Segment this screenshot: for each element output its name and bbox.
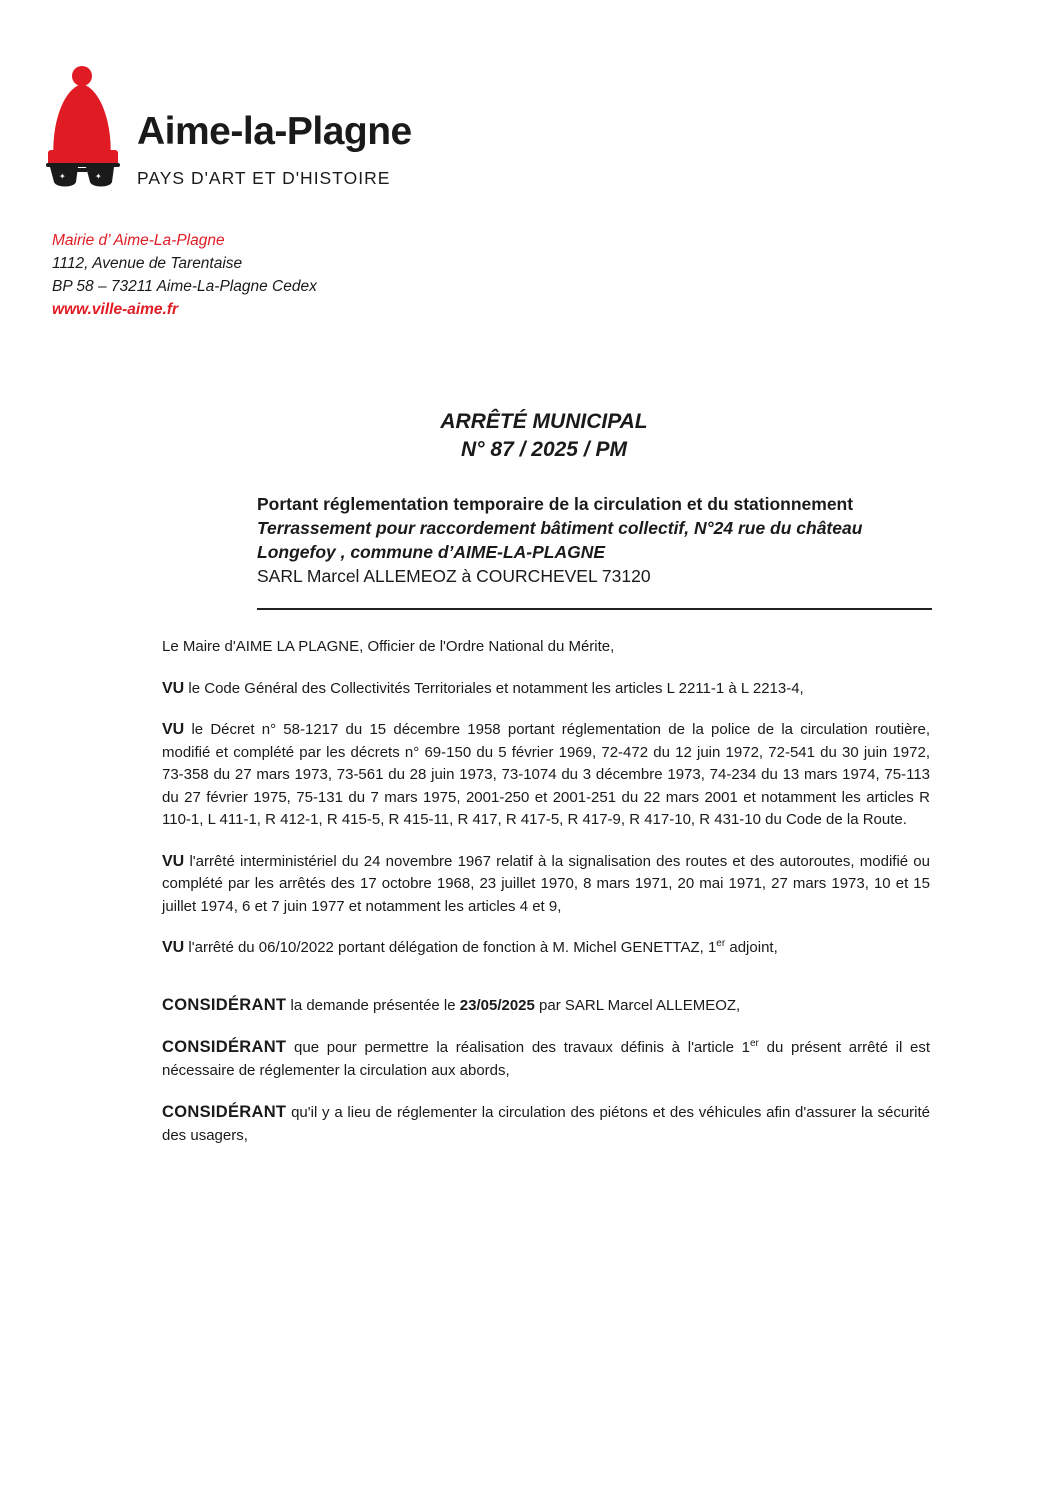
title-line-1: ARRÊTÉ MUNICIPAL	[440, 410, 648, 433]
address-name: Mairie d’ Aime-La-Plagne	[52, 232, 225, 249]
considerant-text-3: qu'il y a lieu de réglementer la circulation des piétons et des véhicules afin d'assurer la sécurité des usagers,	[162, 1104, 930, 1144]
considerant-superscript: er	[750, 1038, 759, 1049]
vu-superscript: er	[716, 938, 726, 949]
vu-text-2: le Décret n° 58-1217 du 15 décembre 1958 portant réglementation de la police de la circulation routière, modifié et complété par les décrets n° 69-150 du 5 février 1969, 72-472 du 12 juin 1972, 72-541 du 30 juin 1972, 73-358 du 27 mars 1973, 73-561 du 28 juin 1973, 73-1074 du 3 décembre 1973, 74-234 du 13 mars 1974, 75-113 du 27 février 1975, 75-131 du 7 mars 1975, 2001-250 et 2001-251 du 22 mars 2001 et notamment les articles R 110-1, L 411-1, R 412-1, R 415-5, R 415-11, R 417, R 417-5, R 417-9, R 417-10, R 431-10 du Code de la Route.	[162, 721, 930, 828]
considerant-date: 23/05/2025	[459, 996, 535, 1014]
ski-hat-logo-icon	[44, 64, 122, 196]
vu-text-4a: l'arrêté du 06/10/2022 portant délégation de fonction à M. Michel GENETTAZ, 1	[188, 939, 717, 956]
vu-text-3: l'arrêté interministériel du 24 novembre 1967 relatif à la signalisation des routes et des autoroutes, modifié ou complété par les arrêtés des 17 octobre 1968, 23 juillet 1970, 8 mars 1971, 20 mai 1971, 27 mars 1973, 10 et 15 juillet 1974, 6 et 7 juin 1977 et notamment les articles 4 et 9,	[162, 852, 930, 915]
address-postal: BP 58 – 73211 Aime-La-Plagne Cedex	[52, 278, 317, 295]
considerant-paragraph-3	[162, 1101, 930, 1147]
subject-line-3: SARL Marcel ALLEMEOZ à COURCHEVEL 73120	[257, 566, 651, 586]
vu-keyword: VU	[162, 721, 185, 738]
svg-text:✦: ✦	[95, 172, 102, 181]
subject-line-2: Terrassement pour raccordement bâtiment collectif, N°24 rue du château Longefoy , commune d’AIME-LA-PLAGNE	[257, 518, 863, 562]
vu-text-4b: adjoint,	[725, 939, 778, 956]
vu-paragraph-3	[162, 851, 930, 919]
vu-keyword: VU	[162, 939, 185, 956]
vu-paragraph-1	[162, 678, 930, 701]
considerant-text-2b: du présent arrêté il est nécessaire de réglementer la circulation aux abords,	[162, 1039, 931, 1079]
considerant-keyword: CONSIDÉRANT	[162, 1103, 287, 1121]
svg-text:✦: ✦	[59, 172, 66, 181]
brand-tagline: PAYS D'ART ET D'HISTOIRE	[137, 168, 391, 188]
vu-paragraph-4	[162, 937, 930, 960]
address-block	[52, 229, 317, 321]
considerant-paragraph-2	[162, 1036, 930, 1082]
vu-keyword: VU	[162, 679, 185, 697]
subject-block	[257, 492, 930, 588]
considerant-keyword: CONSIDÉRANT	[162, 1038, 287, 1056]
considerant-keyword: CONSIDÉRANT	[162, 995, 287, 1014]
considerant-text-1b: par SARL Marcel ALLEMEOZ,	[534, 996, 741, 1014]
intro-paragraph: Le Maire d'AIME LA PLAGNE, Officier de l'Ordre National du Mérite,	[162, 638, 615, 655]
title-line-2: N° 87 / 2025 / PM	[461, 438, 627, 461]
considerant-paragraph-1	[162, 994, 930, 1018]
vu-keyword: VU	[162, 852, 185, 870]
vu-paragraph-2	[162, 719, 930, 832]
subject-line-1: Portant réglementation temporaire de la circulation et du stationnement	[257, 494, 854, 514]
document-body	[162, 636, 930, 1166]
address-website[interactable]: www.ville-aime.fr	[52, 301, 179, 318]
document-title	[0, 408, 1058, 464]
subject-divider	[257, 608, 932, 610]
considerant-text-2a: que pour permettre la réalisation des travaux définis à l'article 1	[294, 1039, 750, 1056]
address-street: 1112, Avenue de Tarentaise	[52, 255, 243, 272]
considerant-text-1a: la demande présentée le	[290, 996, 460, 1014]
vu-text-1: le Code Général des Collectivités Territoriales et notamment les articles L 2211-1 à L 2213-4,	[188, 679, 804, 697]
brand-name: Aime-la-Plagne	[137, 110, 412, 153]
